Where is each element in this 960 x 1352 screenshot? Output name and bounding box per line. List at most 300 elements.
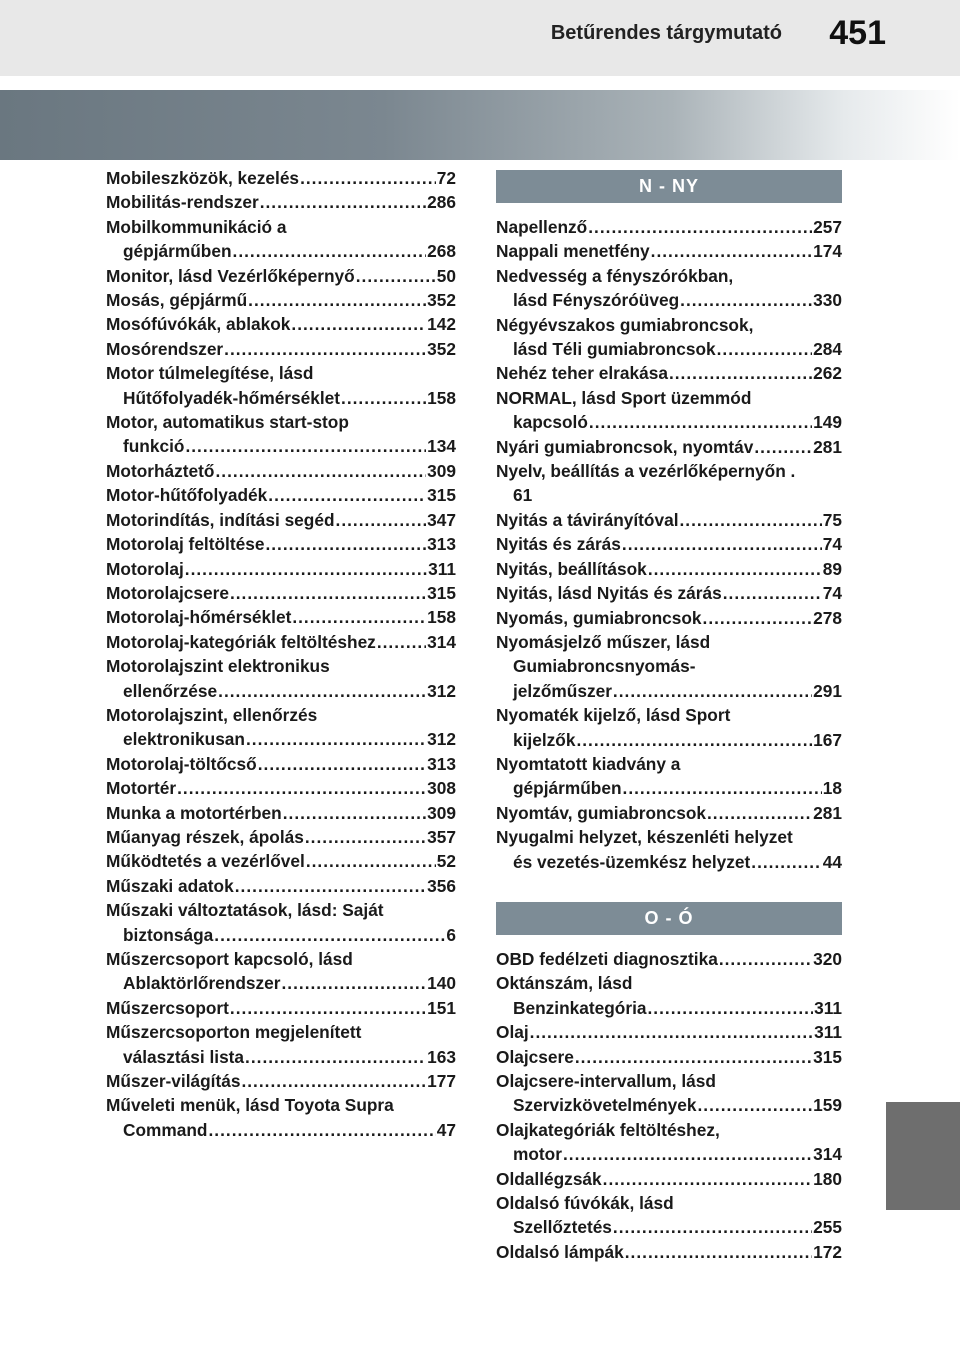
index-entry-page: 309 — [427, 802, 456, 823]
index-entry-page: 74 — [822, 534, 842, 555]
index-entry-page: 352 — [427, 338, 456, 359]
dot-leader — [218, 679, 426, 703]
index-entry-line — [496, 557, 842, 581]
index-entry-text: biztonsága — [123, 924, 214, 945]
index-entry — [106, 1093, 456, 1142]
index-entry — [496, 386, 842, 435]
index-entry-line — [106, 605, 456, 629]
index-entry-text: ellenőrzése — [123, 680, 218, 701]
index-entry — [106, 752, 456, 776]
index-entry — [106, 190, 456, 214]
index-entry — [106, 1020, 456, 1069]
dot-leader — [245, 1045, 426, 1069]
index-entry-line — [496, 288, 842, 312]
index-entry-page: 72 — [436, 168, 456, 188]
index-entry-text: Motorolaj-kategóriák feltöltéshez — [106, 631, 376, 652]
index-entry — [496, 581, 842, 605]
index-entry — [496, 557, 842, 581]
dot-leader — [703, 606, 813, 630]
index-entry-text: OBD fedélzeti diagnosztika — [496, 948, 718, 969]
index-entry-line — [106, 630, 456, 654]
index-entry-line — [106, 557, 456, 581]
index-entry-line — [106, 508, 456, 532]
index-entry-page: 308 — [427, 778, 456, 799]
chapter-thumb-tab — [886, 1102, 960, 1210]
index-entry-heading: Műszercsoport kapcsoló, lásd — [106, 949, 353, 969]
dot-leader — [651, 239, 813, 263]
index-entry-line — [496, 239, 842, 263]
index-entry — [106, 776, 456, 800]
index-entry — [496, 825, 842, 874]
index-entry-text: Motorháztető — [106, 460, 215, 481]
index-entry-line — [106, 312, 456, 336]
index-entry — [496, 606, 842, 630]
index-entry-page: 281 — [813, 802, 842, 823]
dot-leader — [669, 361, 812, 385]
index-entry-line — [106, 483, 456, 507]
index-entry — [106, 849, 456, 873]
index-entry-text: Munka a motortérben — [106, 802, 282, 823]
index-entry-text: Mosás, gépjármű — [106, 290, 248, 311]
index-entry-text: funkció — [123, 436, 185, 457]
index-entry-text: Műszer-világítás — [106, 1071, 241, 1092]
page-header-title: Betűrendes tárgymutató — [550, 22, 782, 44]
index-entry-page: 347 — [427, 509, 456, 530]
index-entry — [106, 264, 456, 288]
index-entry — [496, 801, 842, 825]
index-entry-heading: Nedvesség a fényszórókban, — [496, 265, 734, 286]
index-entry-page: 320 — [813, 948, 842, 969]
index-entry-line — [106, 825, 456, 849]
dot-leader — [283, 801, 426, 825]
index-entry-line — [496, 801, 842, 825]
index-entry — [106, 312, 456, 336]
index-entry — [106, 215, 456, 264]
index-entry — [106, 898, 456, 947]
dot-leader — [697, 1093, 812, 1117]
index-entry — [106, 874, 456, 898]
dot-leader — [723, 581, 822, 605]
dot-leader — [265, 532, 426, 556]
index-entry — [106, 703, 456, 752]
index-entry-page: 284 — [813, 339, 842, 360]
index-entry-page: 142 — [427, 314, 456, 335]
index-entry-text: Szellőztetés — [513, 1217, 612, 1238]
dot-leader — [648, 557, 822, 581]
index-entry-text: Motorolaj-töltőcső — [106, 753, 257, 774]
index-entry-page: 149 — [813, 412, 842, 433]
index-entry-page: 52 — [436, 851, 456, 872]
index-entry-text: választási lista — [123, 1046, 245, 1067]
index-entry — [106, 288, 456, 312]
index-entry-heading: Nyugalmi helyzet, készenléti helyzet — [496, 827, 793, 848]
index-entry-line — [106, 166, 456, 190]
index-entry — [496, 508, 842, 532]
dot-leader — [356, 264, 436, 288]
dot-leader — [214, 923, 445, 947]
dot-leader — [588, 215, 812, 239]
index-entry-line — [496, 1142, 842, 1166]
index-entry — [496, 239, 842, 263]
index-entry-text: jelzőműszer — [513, 680, 612, 701]
index-entry — [106, 459, 456, 483]
dot-leader — [754, 435, 812, 459]
index-entry — [496, 703, 842, 752]
index-entry-text: Nyitás és zárás — [496, 534, 621, 555]
index-entry-page: 134 — [427, 436, 456, 457]
index-entry — [106, 361, 456, 410]
dot-leader — [680, 508, 822, 532]
index-entry-page: 50 — [436, 265, 456, 286]
index-entry — [106, 483, 456, 507]
index-entry-text: Nyomás, gumiabroncsok — [496, 607, 702, 628]
index-entry-text: Oldalsó lámpák — [496, 1241, 624, 1262]
index-entry-text: Műanyag részek, ápolás — [106, 826, 304, 847]
index-entry-line — [106, 532, 456, 556]
index-entry-line — [496, 947, 842, 971]
index-entry-text: Benzinkategória — [513, 997, 647, 1018]
dot-leader — [622, 532, 822, 556]
index-entry-line — [106, 727, 456, 751]
index-entry — [106, 337, 456, 361]
index-entry — [106, 557, 456, 581]
index-entry-page: 6 — [446, 924, 456, 945]
index-entry-heading: NORMAL, lásd Sport üzemmód — [496, 387, 752, 408]
index-entry-line — [106, 264, 456, 288]
index-entry — [496, 947, 842, 971]
dot-leader — [215, 459, 426, 483]
index-entry-text: Oldallégzsák — [496, 1168, 602, 1189]
dot-leader — [603, 1167, 813, 1191]
index-entry-page: 140 — [427, 973, 456, 994]
index-entry-heading: Műszaki változtatások, lásd: Saját — [106, 900, 384, 921]
index-entry-text: Mosórendszer — [106, 338, 224, 359]
index-entry-page: 74 — [822, 583, 842, 604]
decorative-banner — [0, 90, 960, 160]
header-strip — [0, 0, 960, 76]
index-entry — [496, 1191, 842, 1240]
dot-leader — [291, 312, 426, 336]
index-entry-text: Olajcsere — [496, 1046, 574, 1067]
index-entry-line — [496, 435, 842, 459]
dot-leader — [623, 776, 822, 800]
dot-leader — [613, 1215, 812, 1239]
index-entry-line — [106, 679, 456, 703]
index-entry-page: 180 — [813, 1168, 842, 1189]
index-entry-page: 18 — [822, 778, 842, 799]
index-entry — [106, 801, 456, 825]
index-entry-page: 352 — [427, 290, 456, 311]
dot-leader — [336, 508, 427, 532]
index-entry-text: Motorolaj feltöltése — [106, 534, 265, 555]
dot-leader — [258, 752, 426, 776]
index-entry — [106, 1069, 456, 1093]
index-entry-line — [496, 410, 842, 434]
dot-leader — [248, 288, 426, 312]
index-entry-line — [106, 849, 456, 873]
index-entry — [496, 1045, 842, 1069]
index-entry-text: Mobileszközök, kezelés — [106, 168, 300, 188]
index-entry-heading: Motorolajszint, ellenőrzés — [106, 704, 318, 725]
dot-leader — [209, 1118, 436, 1142]
dot-leader — [719, 947, 812, 971]
dot-leader — [241, 1069, 426, 1093]
index-entry-line — [106, 801, 456, 825]
index-entry — [106, 630, 456, 654]
index-entry-page: 312 — [427, 680, 456, 701]
index-entry-heading: Olajcsere-intervallum, lásd — [496, 1071, 716, 1091]
index-entry-text: Napellenző — [496, 217, 588, 237]
index-entry-page: 286 — [427, 192, 456, 213]
index-entry-page: 167 — [813, 729, 842, 750]
index-entry-line — [496, 679, 842, 703]
index-entry-line — [106, 1118, 456, 1142]
index-column-left — [106, 166, 456, 1142]
index-entry-page: 311 — [814, 1022, 842, 1043]
index-entry-line — [496, 532, 842, 556]
dot-leader — [230, 581, 426, 605]
index-entry-line — [106, 434, 456, 458]
index-entry-page: 309 — [427, 460, 456, 481]
dot-leader — [575, 1045, 812, 1069]
index-entry-line — [496, 776, 842, 800]
dot-leader — [268, 483, 426, 507]
index-entry-text: Nyári gumiabroncsok, nyomtáv — [496, 436, 754, 457]
index-entry — [106, 532, 456, 556]
index-entry-heading: Motor túlmelegítése, lásd — [106, 363, 314, 384]
index-entry-text: gépjárműben — [123, 241, 232, 262]
index-entry-text: Nappali menetfény — [496, 241, 650, 262]
index-entry-page: 278 — [813, 607, 842, 628]
index-entry — [106, 166, 456, 190]
index-entry-text: Nyitás a távirányítóval — [496, 509, 679, 530]
index-entry-line — [106, 923, 456, 947]
index-entry — [496, 459, 842, 508]
index-entry — [106, 825, 456, 849]
page-number: 451 — [829, 14, 886, 52]
index-entry-page: 315 — [813, 1046, 842, 1067]
index-entry-text: Motorolaj-hőmérséklet — [106, 607, 292, 628]
index-entry-text: gépjárműben — [513, 778, 622, 799]
index-entry — [496, 361, 842, 385]
index-entry — [106, 947, 456, 996]
index-entry-page: 158 — [427, 387, 456, 408]
index-entry-line — [106, 239, 456, 263]
dot-leader — [305, 825, 426, 849]
dot-leader — [647, 996, 813, 1020]
index-entry-page: 163 — [427, 1046, 456, 1067]
index-entry-line — [106, 1045, 456, 1069]
index-entry-line — [496, 1215, 842, 1239]
index-entry-heading: Olajkategóriák feltöltéshez, — [496, 1119, 720, 1140]
index-entry-page: 330 — [813, 290, 842, 311]
section-header: N - NY — [496, 170, 842, 203]
index-entry-page: 313 — [427, 534, 456, 555]
dot-leader — [300, 166, 436, 190]
index-entry-text: Nyomtáv, gumiabroncsok — [496, 802, 706, 823]
index-entry-page: 44 — [822, 851, 842, 872]
index-entry-line — [496, 215, 842, 239]
index-entry — [496, 313, 842, 362]
index-entry-line — [106, 776, 456, 800]
index-entry-page: 291 — [813, 680, 842, 701]
index-entry-line — [106, 288, 456, 312]
index-entry-line — [496, 483, 842, 507]
index-entry-page: 311 — [428, 558, 456, 579]
dot-leader — [292, 605, 426, 629]
dot-leader — [717, 337, 813, 361]
index-entry-line — [106, 752, 456, 776]
index-entry-text: elektronikusan — [123, 729, 245, 750]
index-entry — [496, 435, 842, 459]
index-entry — [106, 508, 456, 532]
index-entry-line — [106, 337, 456, 361]
index-entry-line — [106, 459, 456, 483]
dot-leader — [185, 434, 426, 458]
index-entry-page: 357 — [427, 826, 456, 847]
index-entry-line — [106, 971, 456, 995]
index-entry-page: 151 — [427, 997, 456, 1018]
index-entry-page: 313 — [427, 753, 456, 774]
index-entry-line — [496, 996, 842, 1020]
index-entry-line — [496, 1045, 842, 1069]
index-entry-heading: Mobilkommunikáció a — [106, 216, 287, 237]
index-entry — [106, 996, 456, 1020]
index-entry — [106, 410, 456, 459]
dot-leader — [306, 849, 436, 873]
dot-leader — [707, 801, 812, 825]
index-entry-text: 61 — [513, 485, 533, 506]
index-entry-heading: Nyomásjelző műszer, lásd — [496, 631, 711, 652]
index-entry-heading: Műveleti menük, lásd Toyota Supra — [106, 1095, 394, 1116]
index-entry — [496, 1240, 842, 1264]
index-entry-page: 311 — [814, 997, 842, 1018]
index-entry-line — [496, 337, 842, 361]
index-entry-page: 315 — [427, 485, 456, 506]
dot-leader — [563, 1142, 812, 1166]
dot-leader — [680, 288, 812, 312]
index-entry-line — [106, 1069, 456, 1093]
index-entry-heading: Motor, automatikus start-stop — [106, 412, 349, 433]
index-entry-heading: Motorolajszint elektronikus — [106, 656, 330, 677]
index-entry-heading: Nyelv, beállítás a vezérlőképernyőn . — [496, 461, 796, 482]
index-entry-heading: Nyomtatott kiadvány a — [496, 753, 681, 774]
index-entry — [496, 1167, 842, 1191]
index-entry-page: 177 — [427, 1071, 456, 1092]
index-entry-text: Működtetés a vezérlővel — [106, 851, 305, 872]
index-entry-page: 75 — [822, 509, 842, 530]
index-entry-text: Műszaki adatok — [106, 875, 234, 896]
index-entry-text: Nyitás, lásd Nyitás és zárás — [496, 583, 722, 604]
index-entry — [496, 1118, 842, 1167]
dot-leader — [224, 337, 426, 361]
index-entry-heading: Négyévszakos gumiabroncsok, — [496, 314, 754, 335]
dot-leader — [185, 557, 427, 581]
index-entry-line — [496, 1240, 842, 1264]
section-spacer — [496, 874, 842, 898]
index-entry-page: 314 — [427, 631, 456, 652]
index-entry-line — [496, 1167, 842, 1191]
index-entry — [106, 654, 456, 703]
index-entry-text: motor — [513, 1144, 562, 1165]
index-entry-text: Motorolaj — [106, 558, 184, 579]
index-entry-text: Motorolajcsere — [106, 582, 229, 603]
index-column-right — [496, 166, 842, 1264]
index-entry-page: 257 — [813, 217, 842, 237]
index-entry-text: Motortér — [106, 778, 177, 799]
index-entry-text: Nehéz teher elrakása — [496, 363, 668, 384]
dot-leader — [282, 971, 427, 995]
index-entry-line — [496, 1093, 842, 1117]
index-entry-text: Motorindítás, indítási segéd — [106, 509, 335, 530]
index-entry-text: Műszercsoport — [106, 997, 229, 1018]
dot-leader — [751, 850, 822, 874]
dot-leader — [177, 776, 426, 800]
dot-leader — [530, 1020, 813, 1044]
index-entry-text: Olaj — [496, 1022, 529, 1043]
index-entry-heading: Műszercsoporton megjelenített — [106, 1022, 362, 1043]
dot-leader — [233, 239, 427, 263]
index-entry-page: 172 — [813, 1241, 842, 1262]
index-entry — [106, 581, 456, 605]
index-entry — [496, 1020, 842, 1044]
index-entry-page: 314 — [813, 1144, 842, 1165]
index-entry-page: 255 — [813, 1217, 842, 1238]
index-entry-line — [106, 581, 456, 605]
index-entry-text: Monitor, lásd Vezérlőképernyő — [106, 265, 355, 286]
dot-leader — [625, 1240, 812, 1264]
index-entry-page: 312 — [427, 729, 456, 750]
index-entry — [496, 532, 842, 556]
index-entry-text: és vezetés-üzemkész helyzet — [513, 851, 751, 872]
index-entry — [496, 971, 842, 1020]
dot-leader — [576, 728, 812, 752]
index-entry-line — [106, 874, 456, 898]
index-entry-text: Mobilitás-rendszer — [106, 192, 259, 213]
index-entry-line — [496, 508, 842, 532]
index-entry-page: 158 — [427, 607, 456, 628]
index-entry-page: 47 — [436, 1119, 456, 1140]
index-entry-text: Szervizkövetelmények — [513, 1095, 697, 1116]
index-entry-page: 315 — [427, 582, 456, 603]
index-entry — [496, 752, 842, 801]
index-entry — [496, 215, 842, 239]
index-entry-heading: Oktánszám, lásd — [496, 973, 633, 994]
index-entry-heading: Nyomaték kijelző, lásd Sport — [496, 705, 731, 726]
index-entry-line — [106, 996, 456, 1020]
index-entry-text: Hűtőfolyadék-hőmérséklet — [123, 387, 341, 408]
index-entry — [496, 630, 842, 703]
index-entry — [496, 264, 842, 313]
index-entry — [106, 605, 456, 629]
dot-leader — [341, 386, 426, 410]
dot-leader — [589, 410, 812, 434]
index-entry-page: 281 — [813, 436, 842, 457]
index-entry-line — [496, 361, 842, 385]
dot-leader — [246, 727, 426, 751]
index-entry-line — [496, 728, 842, 752]
dot-leader — [613, 679, 812, 703]
index-entry-line — [106, 386, 456, 410]
dot-leader — [260, 190, 426, 214]
index-entry-text: Ablaktörlőrendszer — [123, 973, 281, 994]
section-header: O - Ó — [496, 902, 842, 935]
index-entry-line — [496, 606, 842, 630]
index-entry-page: 89 — [822, 558, 842, 579]
index-entry-page: 356 — [427, 875, 456, 896]
index-entry-text: Command — [123, 1119, 208, 1140]
index-entry-heading: Oldalsó fúvókák, lásd — [496, 1193, 674, 1214]
